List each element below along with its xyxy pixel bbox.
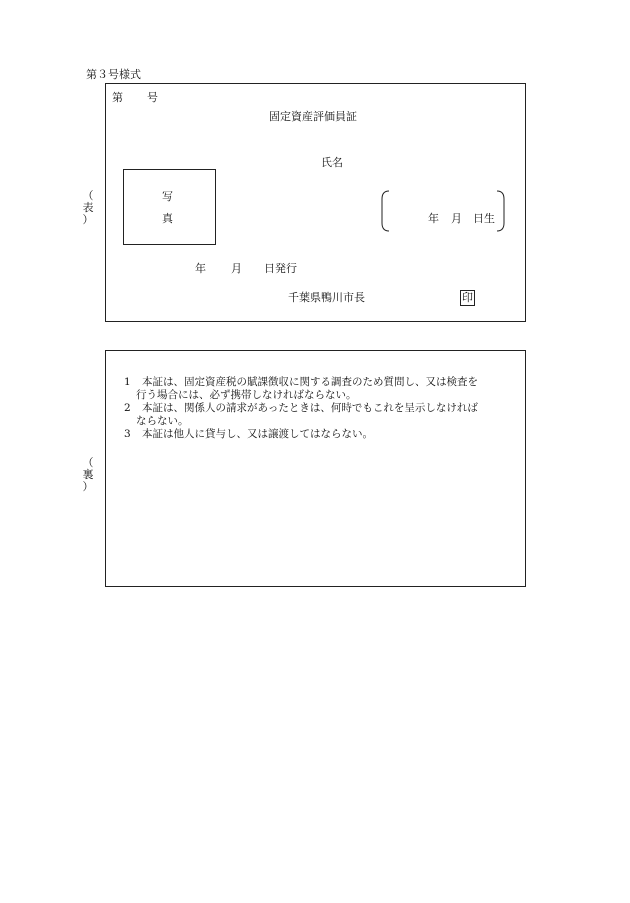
note-number: 2 — [124, 402, 131, 414]
form-number-label: 第３号様式 — [86, 68, 141, 81]
photo-area — [123, 169, 216, 245]
issue-day-label: 日発行 — [264, 262, 297, 275]
list-item — [122, 376, 522, 402]
card-front — [105, 83, 526, 322]
list-item — [122, 402, 522, 428]
certificate-title: 固定資産評価員証 — [269, 110, 357, 123]
photo-label-top: 写 — [162, 190, 173, 203]
note-text-line1: 本証は、固定資産税の賦課徴収に関する調査のため質問し、又は検査を — [142, 376, 478, 388]
issue-year-label: 年 — [195, 262, 206, 275]
list-item — [122, 428, 522, 441]
note-number: 1 — [124, 376, 131, 388]
birth-date-bracket — [379, 189, 509, 233]
front-side-label — [81, 190, 95, 226]
certificate-number-prefix: 第 — [112, 91, 123, 104]
certificate-number-suffix: 号 — [147, 91, 158, 104]
note-number: 3 — [124, 428, 131, 440]
issue-month-label: 月 — [231, 262, 242, 275]
issuer-name: 千葉県鴨川市長 — [288, 291, 365, 304]
front-side-label-open: （ — [82, 189, 94, 202]
notes-list — [122, 376, 522, 441]
card-back — [105, 350, 526, 587]
back-side-label — [81, 457, 95, 493]
back-side-label-close: ） — [82, 480, 94, 493]
photo-label-bottom: 真 — [162, 212, 173, 225]
note-text-line2: ならない。 — [136, 415, 189, 427]
back-side-label-open: （ — [82, 456, 94, 469]
back-side-label-text: 裏 — [82, 468, 94, 481]
note-text-line2: 行う場合には、必ず携帯しなければならない。 — [136, 389, 357, 401]
birth-day-label: 日生 — [473, 212, 495, 225]
note-text-line1: 本証は、関係人の請求があったときは、何時でもこれを呈示しなければ — [142, 402, 478, 414]
front-side-label-text: 表 — [82, 201, 94, 214]
seal-mark: 印 — [462, 291, 473, 304]
note-text-line1: 本証は他人に貸与し、又は譲渡してはならない。 — [142, 428, 373, 440]
front-side-label-close: ） — [82, 213, 94, 226]
birth-month-label: 月 — [451, 212, 462, 225]
name-label: 氏名 — [321, 156, 343, 169]
birth-year-label: 年 — [428, 212, 439, 225]
